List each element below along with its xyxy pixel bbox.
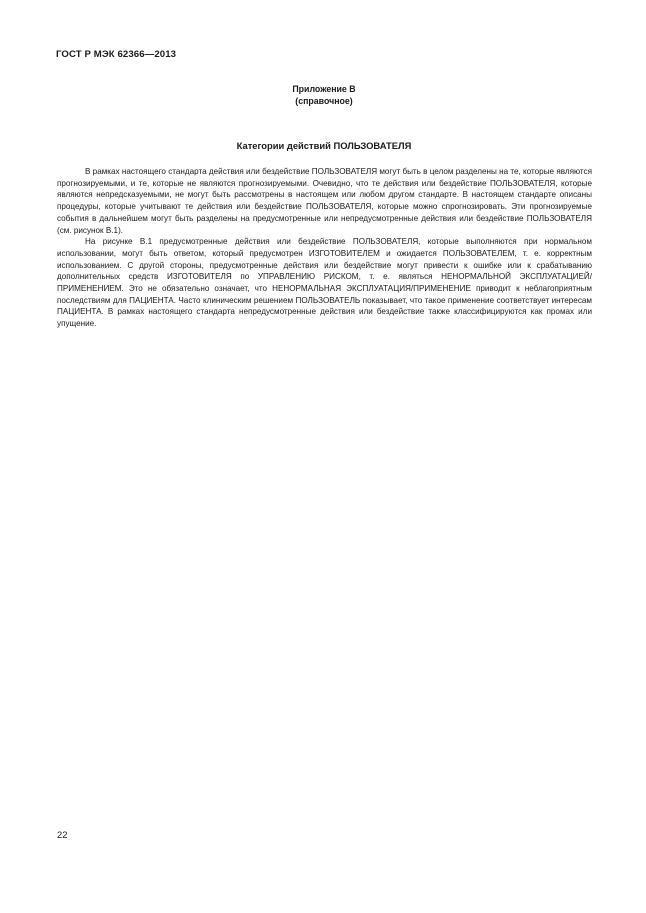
page-number: 22	[57, 829, 68, 840]
standard-designation: ГОСТ Р МЭК 62366—2013	[56, 49, 177, 60]
annex-title: Приложение В	[292, 84, 356, 94]
annex-heading	[56, 83, 592, 107]
annex-status: (справочное)	[295, 96, 353, 106]
body-text	[57, 166, 592, 330]
section-title: Категории действий ПОЛЬЗОВАТЕЛЯ	[236, 140, 412, 151]
paragraph: В рамках настоящего стандарта действия или бездействие ПОЛЬЗОВАТЕЛЯ могут быть в целом разделены на те, которые являются прогнозируемыми, и те, которые не являются прогнозируемыми. Очевидно, что те действия или бездействие ПОЛЬЗОВАТЕЛЯ, которые являются непредсказуемыми, не могут быть рассмотрены в настоящем или любом другом стандарте. В настоящем стандарте описаны процедуры, которые учитывают те действия или бездействие ПОЛЬЗОВАТЕЛЯ, которые можно спрогнозировать. Эти прогнозируемые события в дальнейшем могут быть разделены на предусмотренные или непредусмотренные действия или бездействие ПОЛЬЗОВАТЕЛЯ (см. рисунок В.1).	[57, 167, 592, 235]
paragraph: На рисунке В.1 предусмотренные действия или бездействие ПОЛЬЗОВАТЕЛЯ, которые выполняются при нормальном использовании, могут быть ответом, который предусмотрен ИЗГОТОВИТЕЛЕМ и ожидается ПОЛЬЗОВАТЕЛЕМ, т. е. корректным использованием. С другой стороны, предусмотренные действия или бездействие могут привести к ошибке или к срабатыванию дополнительных средств ИЗГОТОВИТЕЛЯ по УПРАВЛЕНИЮ РИСКОМ, т. е. являться НЕНОРМАЛЬНОЙ ЭКСПЛУАТАЦИЕЙ/ПРИМЕНЕНИЕМ. Это не обязательно означает, что НЕНОРМАЛЬНАЯ ЭКСПЛУАТАЦИЯ/ПРИМЕНЕНИЕ приводит к неблагоприятным последствиям для ПАЦИЕНТА. Часто клиническим решением ПОЛЬЗОВАТЕЛЬ показывает, что такое применение соответствует интересам ПАЦИЕНТА. В рамках настоящего стандарта непредусмотренные действия или бездействие также классифицируются как промах или упущение.	[57, 237, 592, 329]
